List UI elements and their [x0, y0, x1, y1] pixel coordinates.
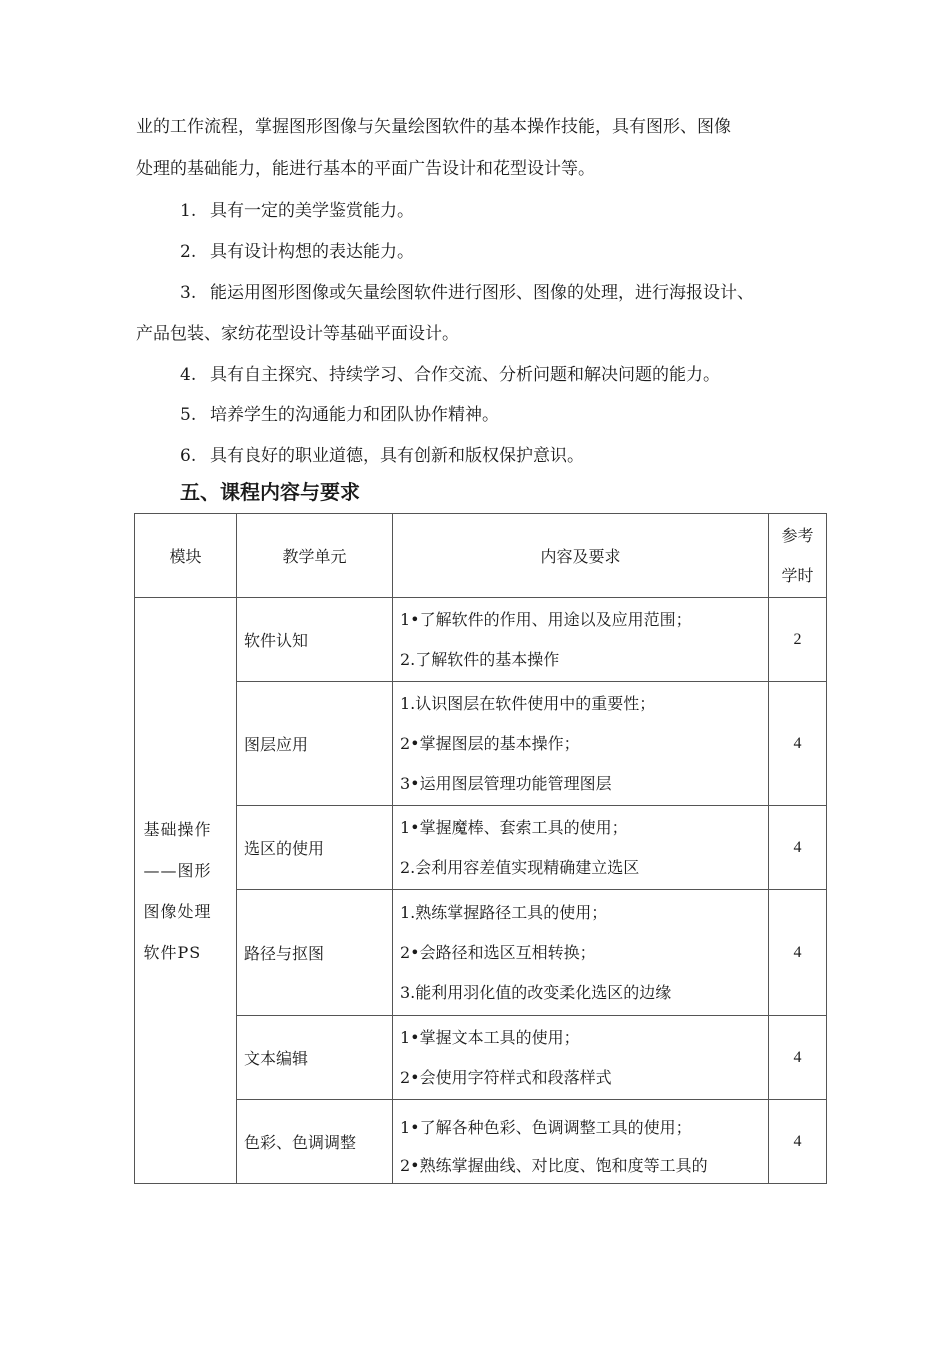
table-row [135, 1100, 827, 1184]
hours-cell: 2 [769, 598, 827, 682]
list-number: 1. [180, 201, 197, 221]
module-cell [135, 598, 237, 1184]
module-line: 基础操作 [143, 819, 212, 839]
content-item: 1.认识图层在软件使用中的重要性； [400, 693, 656, 713]
header-module: 模块 [135, 514, 237, 598]
section-heading: 五、课程内容与要求 [180, 480, 360, 504]
course-content-table [134, 513, 827, 1184]
content-item: 3.能利用羽化值的改变柔化选区的边缘 [400, 982, 672, 1002]
unit-cell: 软件认知 [237, 598, 393, 682]
content-cell [393, 1100, 769, 1184]
table-row [135, 682, 827, 806]
content-item: 1•了解各种色彩、色调调整工具的使用； [400, 1117, 692, 1137]
content-item: 2•会使用字符样式和段落样式 [400, 1067, 612, 1087]
content-item: 2.会利用容差值实现精确建立选区 [400, 857, 640, 877]
table-row [135, 890, 827, 1016]
table-row [135, 598, 827, 682]
header-hours-line: 参考 [781, 525, 814, 545]
intro-line-1: 业的工作流程，掌握图形图像与矢量绘图软件的基本操作技能，具有图形、图像 [136, 117, 731, 137]
list-number: 2. [180, 242, 197, 262]
list-text: 培养学生的沟通能力和团队协作精神。 [210, 405, 499, 425]
list-item [180, 358, 830, 392]
content-item: 2•熟练掌握曲线、对比度、饱和度等工具的 [400, 1155, 708, 1175]
unit-cell: 文本编辑 [237, 1016, 393, 1100]
list-text: 具有设计构想的表达能力。 [210, 242, 414, 262]
hours-cell: 4 [769, 682, 827, 806]
content-item: 2.了解软件的基本操作 [400, 649, 560, 669]
module-line: 软件PS [143, 942, 202, 962]
list-item [180, 194, 830, 228]
table-row [135, 806, 827, 890]
module-line: ——图形 [143, 860, 212, 880]
header-unit: 教学单元 [237, 514, 393, 598]
table-row [135, 1016, 827, 1100]
unit-cell: 色彩、色调调整 [237, 1100, 393, 1184]
list-number: 4. [180, 365, 197, 385]
list-item [180, 398, 830, 432]
list-number: 5. [180, 405, 197, 425]
content-item: 2•会路径和选区互相转换； [400, 942, 596, 962]
content-item: 3•运用图层管理功能管理图层 [400, 773, 612, 793]
content-cell [393, 1016, 769, 1100]
list-item-continuation: 产品包装、家纺花型设计等基础平面设计。 [136, 324, 459, 344]
header-content: 内容及要求 [393, 514, 769, 598]
list-number: 6. [180, 446, 197, 466]
content-cell [393, 682, 769, 806]
content-cell [393, 806, 769, 890]
list-item [180, 235, 830, 269]
content-item: 1.熟练掌握路径工具的使用； [400, 902, 608, 922]
hours-cell: 4 [769, 1016, 827, 1100]
header-hours [769, 514, 827, 598]
hours-cell: 4 [769, 806, 827, 890]
header-hours-line: 学时 [781, 565, 814, 585]
list-text: 具有自主探究、持续学习、合作交流、分析问题和解决问题的能力。 [210, 365, 720, 385]
list-text: 具有良好的职业道德，具有创新和版权保护意识。 [210, 446, 584, 466]
list-text: 能运用图形图像或矢量绘图软件进行图形、图像的处理，进行海报设计、 [210, 283, 754, 303]
content-item: 1•了解软件的作用、用途以及应用范围； [400, 609, 692, 629]
unit-cell: 图层应用 [237, 682, 393, 806]
list-number: 3. [180, 283, 197, 303]
hours-cell: 4 [769, 890, 827, 1016]
content-cell [393, 598, 769, 682]
content-item: 1•掌握文本工具的使用； [400, 1027, 580, 1047]
list-item [180, 276, 830, 310]
table-header-row [135, 514, 827, 598]
list-item [180, 439, 830, 473]
unit-cell: 路径与抠图 [237, 890, 393, 1016]
hours-cell: 4 [769, 1100, 827, 1184]
module-line: 图像处理 [143, 901, 212, 921]
intro-line-2: 处理的基础能力，能进行基本的平面广告设计和花型设计等。 [136, 159, 595, 179]
list-text: 具有一定的美学鉴赏能力。 [210, 201, 414, 221]
content-item: 2•掌握图层的基本操作； [400, 733, 580, 753]
content-cell [393, 890, 769, 1016]
content-item: 1•掌握魔棒、套索工具的使用； [400, 817, 628, 837]
unit-cell: 选区的使用 [237, 806, 393, 890]
